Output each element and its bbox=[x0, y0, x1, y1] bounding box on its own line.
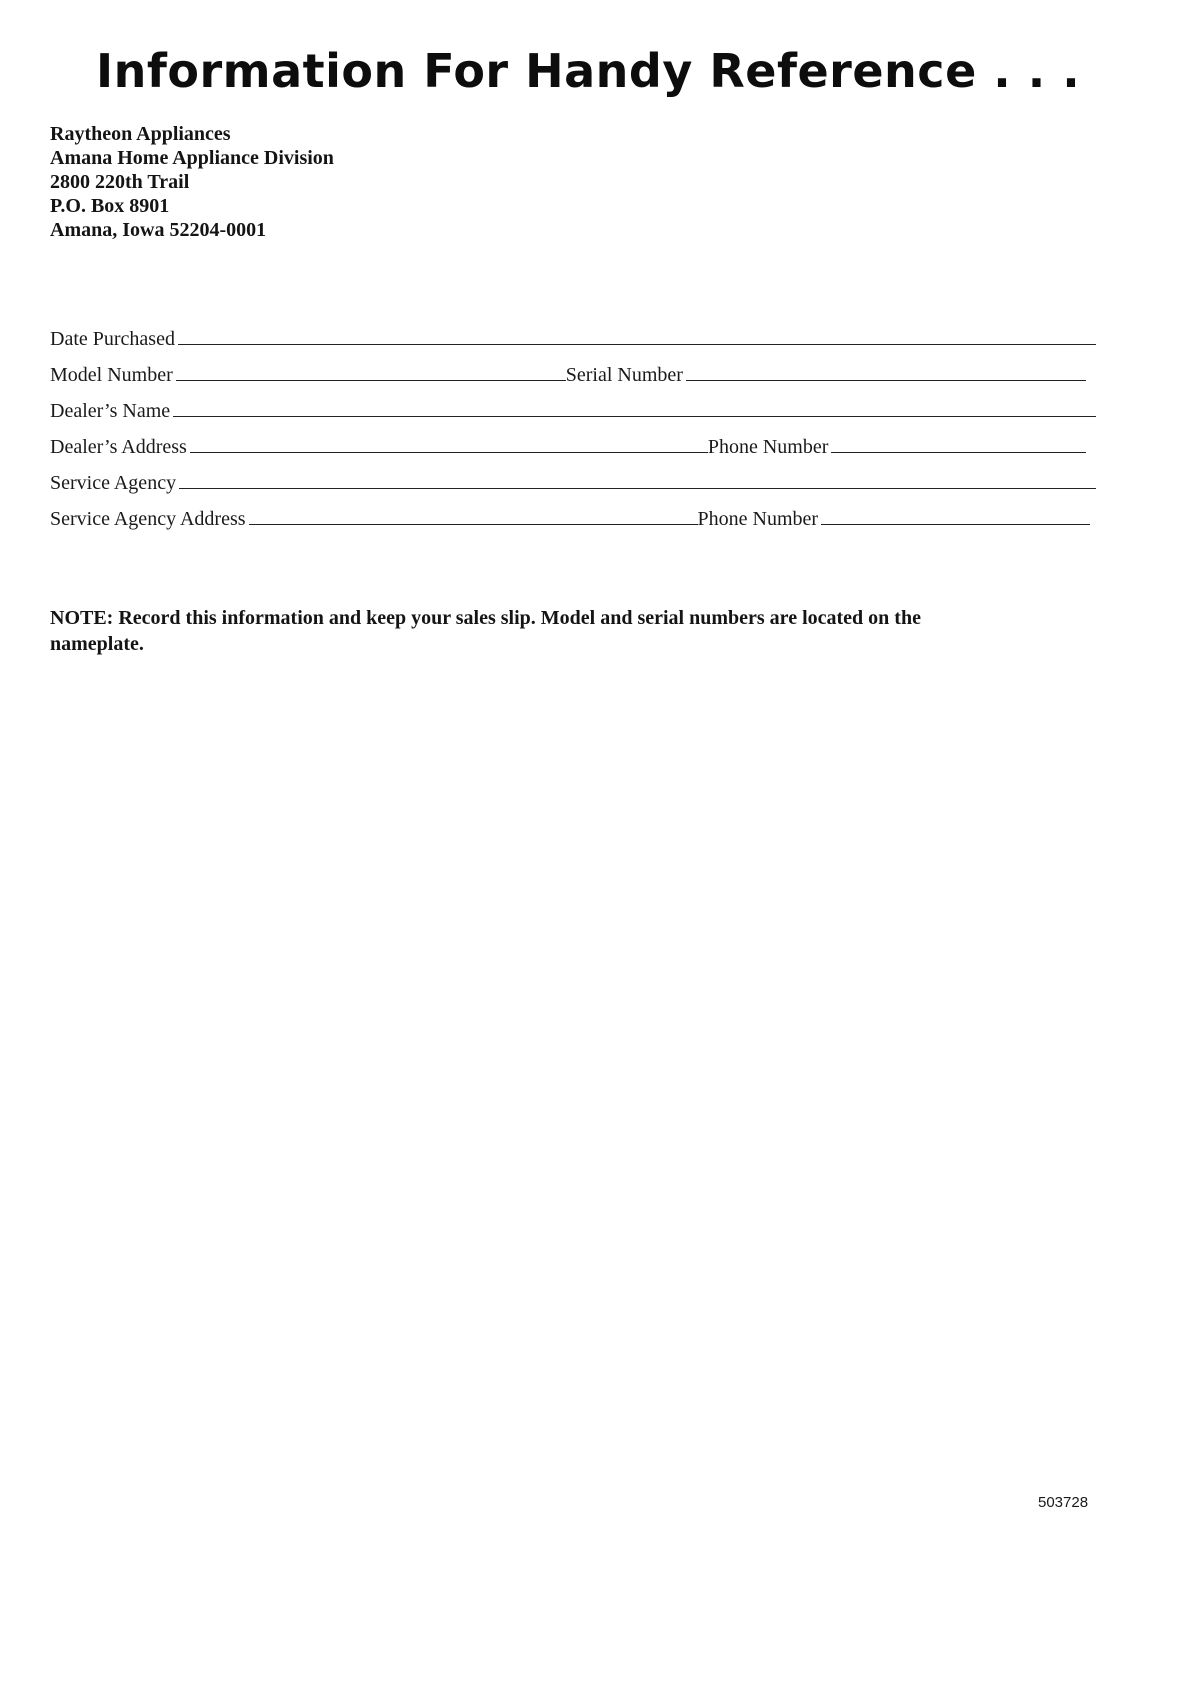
dealers-name-label: Dealer’s Name bbox=[50, 400, 171, 422]
row-date-purchased bbox=[50, 325, 1096, 349]
dealers-address-label: Dealer’s Address bbox=[50, 436, 187, 458]
address-po-box: P.O. Box 8901 bbox=[50, 195, 170, 217]
service-phone-line[interactable] bbox=[821, 524, 1090, 525]
serial-number-line[interactable] bbox=[686, 380, 1086, 381]
date-purchased-label: Date Purchased bbox=[50, 328, 175, 350]
row-service-agency bbox=[50, 469, 1096, 493]
address-city-state-zip: Amana, Iowa 52204-0001 bbox=[50, 219, 267, 241]
row-model-serial bbox=[50, 361, 1086, 385]
date-purchased-line[interactable] bbox=[178, 344, 1096, 345]
dealer-phone-label: Phone Number bbox=[707, 436, 829, 458]
model-number-label: Model Number bbox=[50, 364, 173, 386]
service-agency-label: Service Agency bbox=[50, 472, 177, 494]
row-dealers-name bbox=[50, 397, 1096, 421]
address-division: Amana Home Appliance Division bbox=[50, 147, 334, 169]
model-number-line[interactable] bbox=[176, 380, 566, 381]
service-agency-line[interactable] bbox=[179, 488, 1096, 489]
document-number: 503728 bbox=[1038, 1494, 1089, 1511]
row-dealers-address bbox=[50, 433, 1086, 457]
serial-number-label: Serial Number bbox=[565, 364, 683, 386]
page-title: Information For Handy Reference . . . bbox=[96, 44, 1081, 98]
service-phone-label: Phone Number bbox=[697, 508, 819, 530]
service-agency-address-label: Service Agency Address bbox=[50, 508, 246, 530]
service-agency-address-line[interactable] bbox=[249, 524, 698, 525]
note-text: NOTE: Record this information and keep your sales slip. Model and serial numbers are located on the nameplate. bbox=[50, 607, 921, 655]
dealer-phone-line[interactable] bbox=[831, 452, 1086, 453]
company-address bbox=[50, 122, 334, 242]
address-street: 2800 220th Trail bbox=[50, 171, 190, 193]
dealers-address-line[interactable] bbox=[190, 452, 708, 453]
row-service-agency-address bbox=[50, 505, 1090, 529]
dealers-name-line[interactable] bbox=[173, 416, 1096, 417]
address-company: Raytheon Appliances bbox=[50, 123, 231, 145]
